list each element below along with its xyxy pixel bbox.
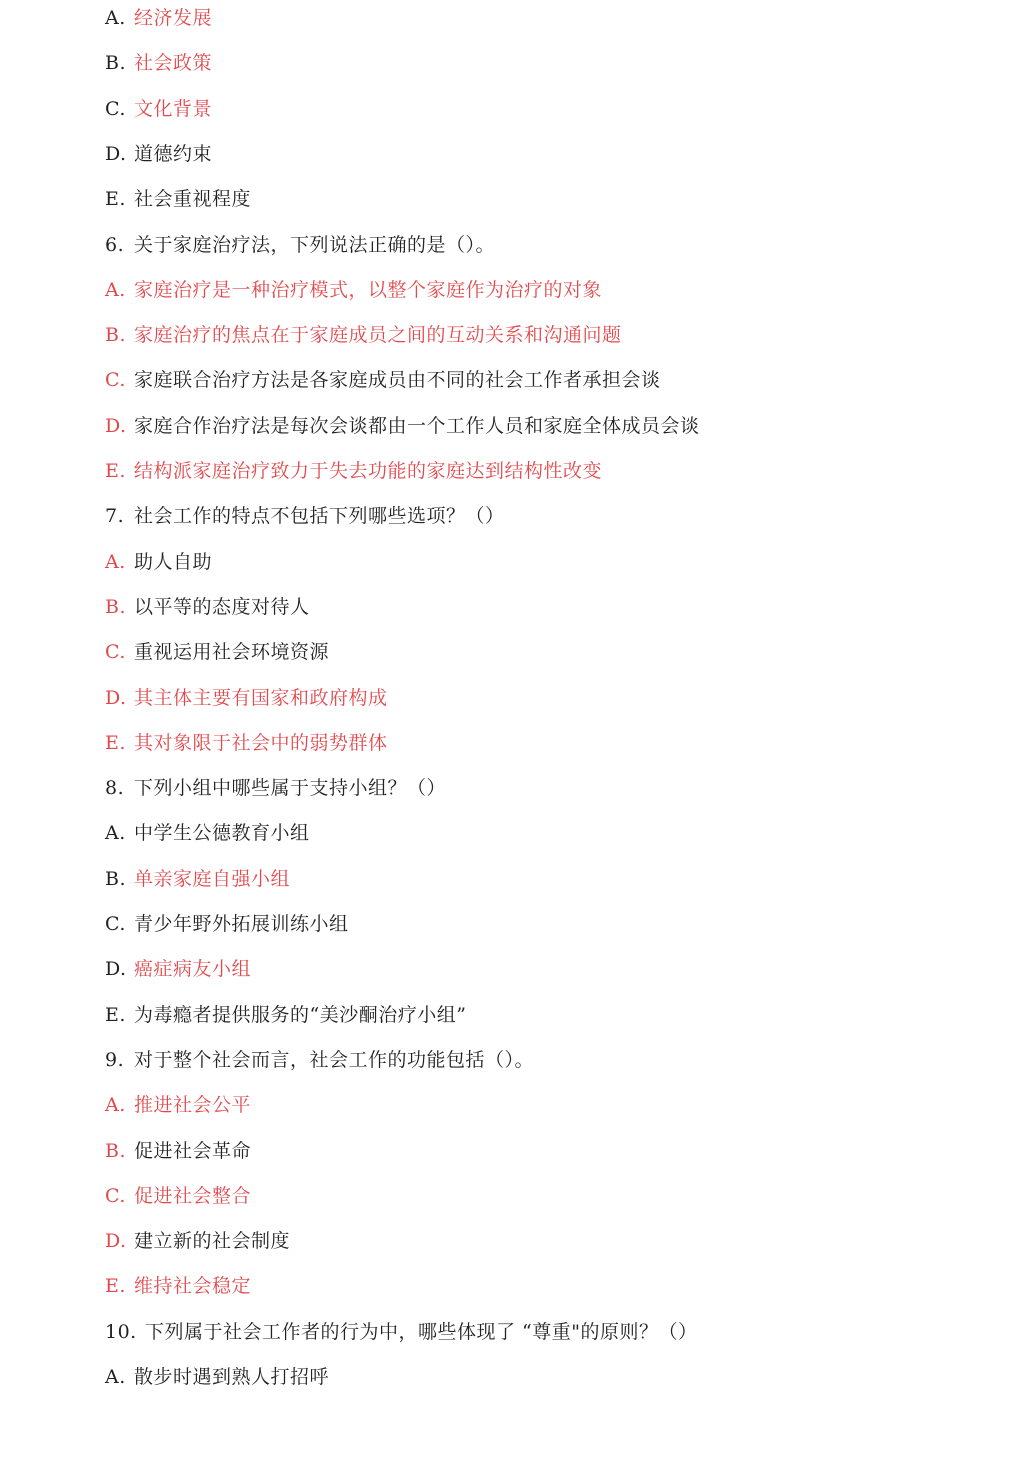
option-label: D. — [105, 142, 127, 165]
option-label: E. — [105, 1275, 126, 1298]
option-label: B. — [105, 1139, 127, 1162]
option-text: 为毒瘾者提供服务的“美沙酮治疗小组” — [134, 1003, 467, 1026]
question-number: 10. — [105, 1320, 137, 1343]
question-number: 9. — [105, 1048, 125, 1071]
option-line — [105, 1225, 290, 1257]
option-label: B. — [105, 324, 127, 347]
option-line — [105, 93, 212, 125]
option-label: D. — [105, 958, 127, 981]
question-line — [105, 229, 495, 261]
option-label: B. — [105, 595, 127, 618]
option-line — [105, 636, 329, 668]
option-text: 助人自助 — [134, 550, 213, 573]
option-text: 单亲家庭自强小组 — [134, 867, 291, 890]
option-line — [105, 1089, 251, 1121]
option-line — [105, 1135, 251, 1167]
option-text: 建立新的社会制度 — [134, 1230, 291, 1253]
option-line — [105, 455, 602, 487]
option-line — [105, 47, 212, 79]
option-line — [105, 1270, 251, 1302]
option-text: 家庭联合治疗方法是各家庭成员由不同的社会工作者承担会谈 — [134, 369, 661, 392]
option-text: 结构派家庭治疗致力于失去功能的家庭达到结构性改变 — [134, 460, 603, 482]
option-line — [105, 1180, 251, 1212]
option-text: 促进社会整合 — [134, 1184, 252, 1207]
question-number: 8. — [105, 777, 125, 800]
option-line — [105, 908, 349, 940]
option-text: 社会政策 — [134, 52, 213, 75]
option-label: B. — [105, 52, 127, 75]
option-label: D. — [105, 686, 127, 709]
option-text: 社会重视程度 — [134, 188, 252, 211]
option-text: 癌症病友小组 — [134, 958, 252, 981]
option-line — [105, 546, 212, 578]
option-label: C. — [105, 641, 126, 664]
option-label: D. — [105, 1230, 127, 1253]
question-text: 对于整个社会而言，社会工作的功能包括（）。 — [134, 1048, 535, 1071]
question-text: 下列小组中哪些属于支持小组？（） — [134, 777, 447, 800]
option-text: 家庭治疗的焦点在于家庭成员之间的互动关系和沟通问题 — [134, 324, 622, 347]
option-label: A. — [105, 278, 126, 301]
option-line — [105, 183, 251, 215]
option-text: 维持社会稳定 — [134, 1275, 252, 1298]
question-text: 下列属于社会工作者的行为中，哪些体现了 “尊重"的原则？（） — [145, 1320, 698, 1343]
option-label: E. — [105, 460, 126, 482]
option-text: 重视运用社会环境资源 — [134, 641, 330, 664]
option-label: E. — [105, 731, 126, 754]
option-text: 其对象限于社会中的弱势群体 — [134, 731, 388, 754]
option-line — [105, 999, 466, 1031]
option-text: 促进社会革命 — [134, 1139, 252, 1162]
option-text: 道德约束 — [134, 142, 213, 165]
option-line — [105, 138, 212, 170]
option-label: C. — [105, 369, 126, 392]
option-line — [105, 1361, 329, 1393]
option-label: E. — [105, 1003, 126, 1026]
option-line — [105, 591, 310, 623]
question-line — [105, 772, 446, 804]
option-text: 中学生公德教育小组 — [134, 822, 310, 845]
option-label: A. — [105, 7, 126, 29]
option-label: D. — [105, 414, 127, 437]
question-text: 社会工作的特点不包括下列哪些选项？（） — [134, 505, 505, 528]
option-label: A. — [105, 822, 126, 845]
option-line — [105, 953, 251, 985]
question-line — [105, 500, 505, 532]
option-line — [105, 863, 290, 895]
option-text: 推进社会公平 — [134, 1094, 252, 1117]
option-line — [105, 319, 622, 351]
option-label: A. — [105, 1094, 126, 1117]
option-text: 散步时遇到熟人打招呼 — [134, 1366, 330, 1388]
option-line — [105, 817, 310, 849]
option-text: 家庭治疗是一种治疗模式，以整个家庭作为治疗的对象 — [134, 278, 603, 301]
option-label: C. — [105, 913, 126, 935]
option-line — [105, 682, 388, 714]
question-number: 6. — [105, 233, 125, 256]
question-line — [105, 1044, 534, 1076]
option-label: A. — [105, 550, 126, 573]
option-text: 文化背景 — [134, 97, 213, 120]
option-label: A. — [105, 1366, 126, 1388]
question-number: 7. — [105, 505, 125, 528]
option-label: C. — [105, 97, 126, 120]
option-line — [105, 410, 700, 442]
option-text: 其主体主要有国家和政府构成 — [134, 686, 388, 709]
option-text: 经济发展 — [134, 7, 213, 29]
option-text: 青少年野外拓展训练小组 — [134, 913, 349, 935]
option-line — [105, 727, 388, 759]
option-label: B. — [105, 867, 127, 890]
option-label: C. — [105, 1184, 126, 1207]
question-line — [105, 1316, 698, 1348]
option-line — [105, 2, 212, 34]
option-text: 家庭合作治疗法是每次会谈都由一个工作人员和家庭全体成员会谈 — [134, 414, 700, 437]
question-text: 关于家庭治疗法，下列说法正确的是（）。 — [134, 233, 496, 256]
option-label: E. — [105, 188, 126, 211]
option-line — [105, 274, 602, 306]
option-line — [105, 364, 661, 396]
option-text: 以平等的态度对待人 — [134, 595, 310, 618]
